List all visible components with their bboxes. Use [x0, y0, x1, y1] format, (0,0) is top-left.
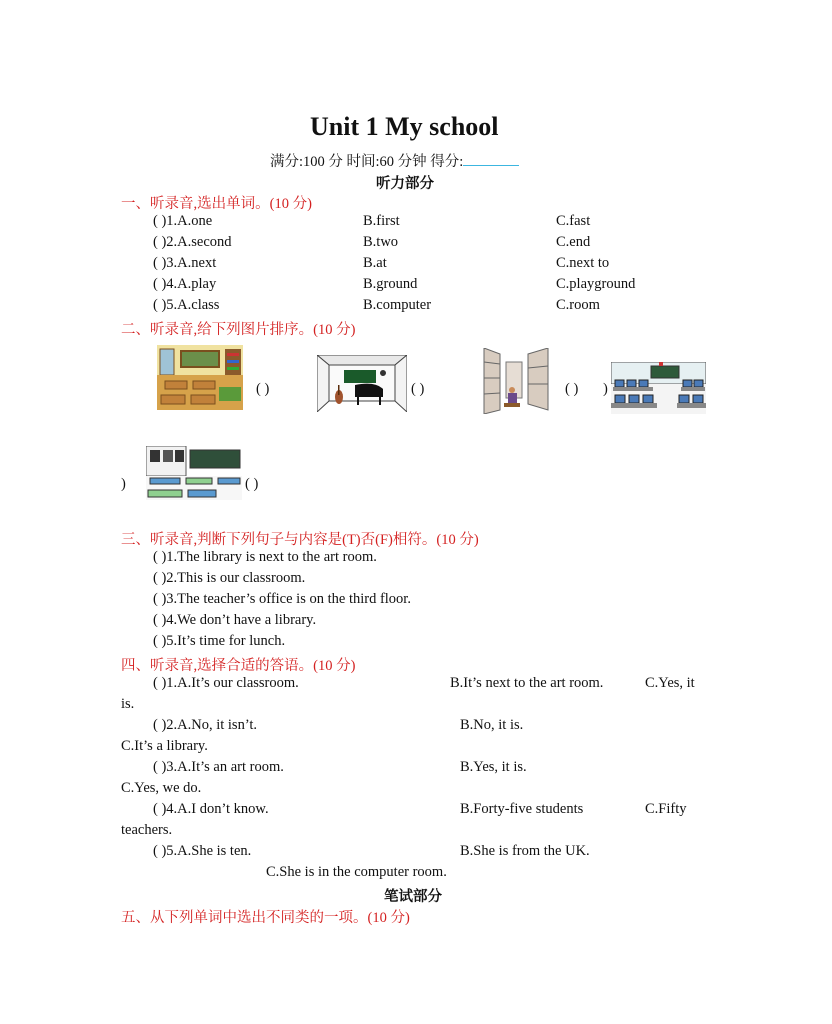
classroom-picture: [157, 345, 243, 410]
s4-q1-b: B.It’s next to the art room.: [450, 675, 604, 691]
s4-q4-wrap: teachers.: [121, 822, 173, 838]
s4-q1-wrap: is.: [121, 696, 135, 712]
section-2-heading: 二、听录音,给下列图片排序。(10 分): [121, 322, 356, 338]
s1-q1-a: ( )1.A.one: [153, 213, 213, 229]
s3-q4: ( )4.We don’t have a library.: [153, 612, 317, 628]
art-room-picture: [146, 446, 242, 500]
s3-q5: ( )5.It’s time for lunch.: [153, 633, 286, 649]
s4-q4-a: ( )4.A.I don’t know.: [153, 801, 269, 817]
s1-q5-b: B.computer: [363, 297, 432, 313]
picture-5-blank[interactable]: ( ): [245, 476, 259, 492]
section-5-heading: 五、从下列单词中选出不同类的一项。(10 分): [121, 910, 410, 926]
s4-q3-a: ( )3.A.It’s an art room.: [153, 759, 284, 775]
picture-4-blank-close[interactable]: ): [121, 476, 126, 492]
s1-q1-c: C.fast: [556, 213, 591, 229]
picture-3-blank[interactable]: ( ): [565, 381, 579, 397]
section-4-heading: 四、听录音,选择合适的答语。(10 分): [121, 658, 356, 674]
s4-q4-b: B.Forty-five students: [460, 801, 584, 817]
score-info: [270, 150, 519, 171]
s3-q2: ( )2.This is our classroom.: [153, 570, 306, 586]
page-title: Unit 1 My school: [310, 112, 499, 141]
picture-1-blank[interactable]: ( ): [256, 381, 270, 397]
s1-q2-c: C.end: [556, 234, 591, 250]
s4-q4-c: C.Fifty: [645, 801, 687, 817]
library-picture: [478, 348, 552, 414]
section-3-heading: 三、听录音,判断下列句子与内容是(T)否(F)相符。(10 分): [121, 532, 479, 548]
s1-q3-a: ( )3.A.next: [153, 255, 217, 271]
computer-room-picture: [611, 362, 706, 414]
score-info-text: 满分:100 分 时间:60 分钟 得分:: [270, 154, 464, 170]
s4-q2-wrap: C.It’s a library.: [121, 738, 208, 754]
s4-q2-b: B.No, it is.: [460, 717, 524, 733]
s3-q1: ( )1.The library is next to the art room.: [153, 549, 377, 565]
music-room-picture: [317, 355, 407, 412]
s1-q4-c: C.playground: [556, 276, 636, 292]
s4-q2-a: ( )2.A.No, it isn’t.: [153, 717, 258, 733]
s1-q4-a: ( )4.A.play: [153, 276, 217, 292]
s1-q5-a: ( )5.A.class: [153, 297, 220, 313]
s1-q3-c: C.next to: [556, 255, 610, 271]
s4-q1-c: C.Yes, it: [645, 675, 695, 691]
s4-q3-wrap: C.Yes, we do.: [121, 780, 202, 796]
listening-part-heading: 听力部分: [376, 176, 434, 192]
score-blank[interactable]: [463, 151, 519, 166]
picture-2-blank[interactable]: ( ): [411, 381, 425, 397]
s1-q5-c: C.room: [556, 297, 600, 313]
s3-q3: ( )3.The teacher’s office is on the third floor.: [153, 591, 411, 607]
s1-q4-b: B.ground: [363, 276, 418, 292]
s1-q2-a: ( )2.A.second: [153, 234, 232, 250]
s4-q3-b: B.Yes, it is.: [460, 759, 527, 775]
writing-part-heading: 笔试部分: [384, 889, 442, 905]
s1-q2-b: B.two: [363, 234, 399, 250]
s1-q3-b: B.at: [363, 255, 387, 271]
s1-q1-b: B.first: [363, 213, 400, 229]
section-1-heading: 一、听录音,选出单词。(10 分): [121, 196, 312, 212]
s4-q1-a: ( )1.A.It’s our classroom.: [153, 675, 299, 691]
s4-q5-b: B.She is from the UK.: [460, 843, 590, 859]
s4-q5-a: ( )5.A.She is ten.: [153, 843, 252, 859]
picture-4-blank-partial[interactable]: ): [603, 381, 608, 397]
s4-q5-wrap: C.She is in the computer room.: [266, 864, 447, 880]
